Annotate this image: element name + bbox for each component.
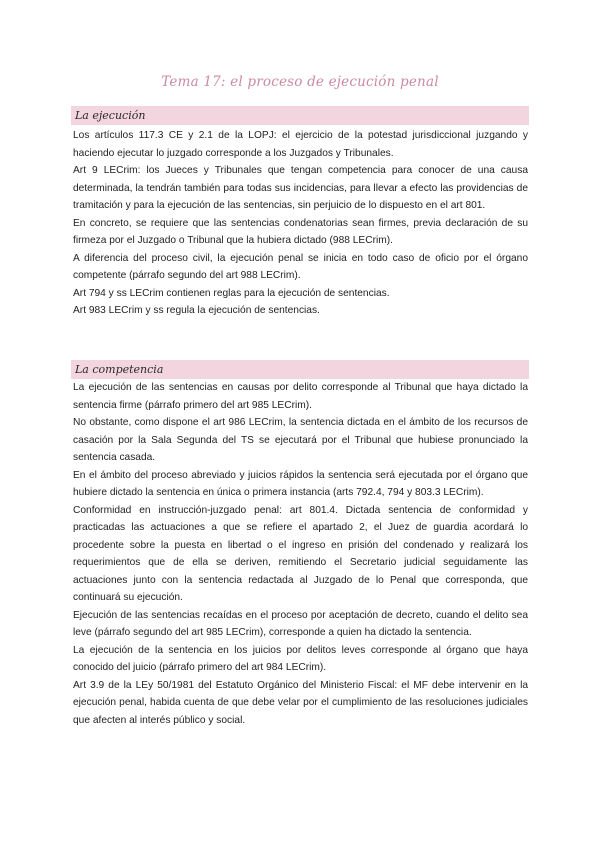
paragraph: La ejecución de las sentencias en causas por delito corresponde al Tribunal que haya dictado la sentencia firme (párrafo primero del art 985 LECrim). xyxy=(73,382,528,411)
section-body-ejecucion xyxy=(73,127,528,320)
section-body-competencia xyxy=(73,379,528,729)
paragraph: Art 9 LECrim: los Jueces y Tribunales que tengan competencia para conocer de una causa determinada, la tendrán también para todas sus incidencias, para llevar a efecto las providencias de tramitación y para la ejecución de las sentencias, sin perjuicio de lo dispuesto en el art 801. xyxy=(73,165,528,211)
paragraph: Art 3.9 de la LEy 50/1981 del Estatuto Orgánico del Ministerio Fiscal: el MF debe intervenir en la ejecución penal, habida cuenta de que debe velar por el cumplimiento de las resoluciones judiciales que afecten al interés público y social. xyxy=(73,679,528,726)
section-heading-competencia: La competencia xyxy=(71,360,529,379)
paragraph: Conformidad en instrucción-juzgado penal: art 801.4. Dictada sentencia de conformidad y practicadas las actuaciones a que se refiere el apartado 2, el Juez de guardia acordará lo procedente sobre la puesta en libertad o el ingreso en prisión del condenado y realizará los requerimientos que de ella se deriven, remitiendo el Secretario judicial seguidamente las actuaciones junto con la sentencia redactada al Juzgado de lo Penal que corresponda, que continuará su ejecución. xyxy=(73,504,528,603)
paragraph: En el ámbito del proceso abreviado y juicios rápidos la sentencia será ejecutada por el órgano que hubiere dictado la sentencia en única o primera instancia (arts 792.4, 794 y 803.3 LECrim). xyxy=(73,469,528,498)
paragraph: Art 983 LECrim y ss regula la ejecución de sentencias. xyxy=(73,305,320,316)
page-title: Tema 17: el proceso de ejecución penal xyxy=(161,74,439,90)
section-heading-ejecucion: La ejecución xyxy=(71,106,529,125)
paragraph: Ejecución de las sentencias recaídas en el proceso por aceptación de decreto, cuando el delito sea leve (párrafo segundo del art 985 LECrim), corresponde a quien ha dictado la sentencia. xyxy=(73,609,528,638)
paragraph: Art 794 y ss LECrim contienen reglas para la ejecución de sentencias. xyxy=(73,287,390,299)
paragraph: Los artículos 117.3 CE y 2.1 de la LOPJ: el ejercicio de la potestad jurisdiccional juzgando y haciendo ejecutar lo juzgado corresponde a los Juzgados y Tribunales. xyxy=(73,130,528,159)
paragraph: A diferencia del proceso civil, la ejecución penal se inicia en todo caso de oficio por el órgano competente (párrafo segundo del art 988 LECrim). xyxy=(73,252,528,281)
paragraph: En concreto, se requiere que las sentencias condenatorias sean firmes, previa declaración de su firmeza por el Juzgado o Tribunal que la hubiera dictado (988 LECrim). xyxy=(73,217,528,246)
paragraph: No obstante, como dispone el art 986 LECrim, la sentencia dictada en el ámbito de los recursos de casación por la Sala Segunda del TS se ejecutará por el Tribunal que hubiese pronunciado la sentencia casada. xyxy=(73,417,528,463)
paragraph: La ejecución de la sentencia en los juicios por delitos leves corresponde al órgano que haya conocido del juicio (párrafo primero del art 984 LECrim). xyxy=(73,644,528,673)
